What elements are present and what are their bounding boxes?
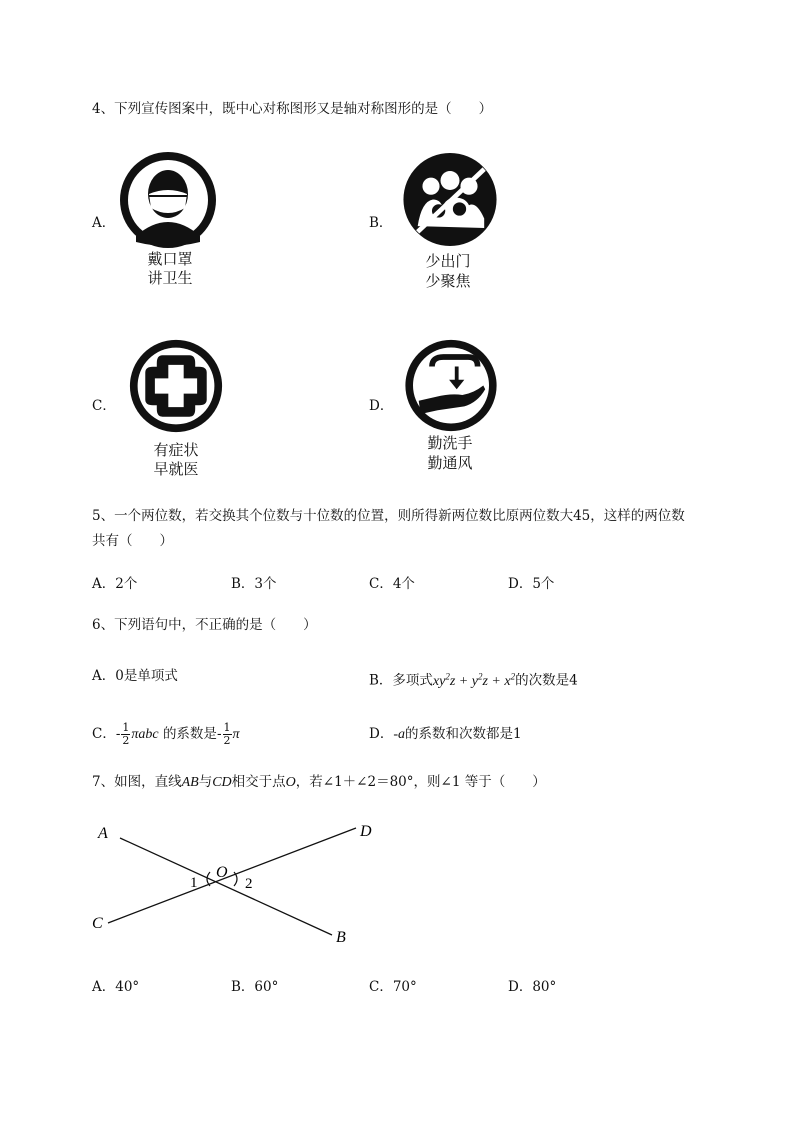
q5-option-c: C．4个 <box>369 576 415 592</box>
q7-line-ab: AB <box>181 775 199 790</box>
line-ab <box>120 838 332 935</box>
q7-stem <box>92 772 546 793</box>
q5-stem-line-1: 5、一个两位数，若交换其个位数与十位数的位置，则所得新两位数比原两位数大45，这样的两位数 <box>92 508 685 524</box>
q6-option-c-term: πabc <box>131 727 159 742</box>
q7-option-b: B．60° <box>231 979 279 995</box>
line-cd <box>108 828 356 923</box>
q4-option-a-caption-2: 讲卫生 <box>147 269 193 287</box>
q4-option-b-caption-1: 少出门 <box>425 252 471 270</box>
fraction-half-2: $\frac{1}{2}$ <box>223 721 231 747</box>
intersecting-lines-figure <box>88 815 388 950</box>
q7-with: 与 <box>198 774 213 790</box>
q6-option-b <box>369 666 578 692</box>
label-angle-2: 2 <box>245 876 253 892</box>
label-a: A <box>98 825 108 842</box>
label-d: D <box>360 823 372 840</box>
q7-option-d: D．80° <box>508 979 557 995</box>
q4-option-d-caption-1: 勤洗手 <box>427 434 473 452</box>
fraction-half: $\frac{1}{2}$ <box>122 721 130 747</box>
q4-option-b-caption-2: 少聚焦 <box>425 272 471 290</box>
q6-option-d-term: -a <box>393 727 405 742</box>
q6-option-b-suffix: 的次数是4 <box>515 672 578 689</box>
q4-option-d-caption-2: 勤通风 <box>427 454 473 472</box>
q6-option-d <box>369 724 522 745</box>
q5-stem-line-2: 共有（ ） <box>92 533 173 549</box>
q4-option-c-caption-2: 早就医 <box>153 460 199 478</box>
hand-washing-icon <box>401 338 501 433</box>
q6-option-a: A．0是单项式 <box>92 668 178 684</box>
q6-option-b-prefix: B．多项式 <box>369 672 433 689</box>
q7-line-cd: CD <box>212 775 232 790</box>
q7-mid: 相交于点 <box>231 774 286 790</box>
label-angle-1: 1 <box>190 875 198 891</box>
q6-option-c-middle: 的系数是 <box>162 726 217 742</box>
q4-option-c-caption-1: 有症状 <box>153 441 199 459</box>
q4-option-c-label: C． <box>92 398 116 414</box>
q7-option-c: C．70° <box>369 979 417 995</box>
q5-option-a: A．2个 <box>92 576 138 592</box>
q7-condition: ，若∠1＋∠2＝80°，则∠1 等于（ ） <box>295 774 546 790</box>
q4-option-a-caption-1: 戴口罩 <box>147 250 193 268</box>
q7-stem-prefix: 7、如图，直线 <box>92 774 182 790</box>
q6-stem: 6、下列语句中，不正确的是（ ） <box>92 617 317 633</box>
q5-option-b: B．3个 <box>231 576 277 592</box>
medical-cross-icon <box>126 338 226 434</box>
q7-point-o: O <box>285 775 296 790</box>
q4-stem: 4、下列宣传图案中，既中心对称图形又是轴对称图形的是（ ） <box>92 101 493 117</box>
q7-option-a: A．40° <box>92 979 140 995</box>
q6-option-c-prefix: C． <box>92 726 116 742</box>
crowd-prohibited-icon <box>400 152 500 247</box>
q6-option-c: C．- $\frac{1}{2}$ πabc 的系数是- $\frac{1}{2}$ π <box>92 721 240 747</box>
q6-option-d-prefix: D． <box>369 726 394 742</box>
q6-option-d-suffix: 的系数和次数都是1 <box>405 726 522 742</box>
q6-option-b-polynomial: $xy^2z + y^2z + x^2$ <box>432 671 516 689</box>
q4-option-d-label: D． <box>369 398 394 414</box>
q4-option-a-label: A． <box>92 215 116 231</box>
label-c: C <box>92 915 103 932</box>
label-o: O <box>216 864 228 881</box>
label-b: B <box>336 929 346 946</box>
q5-option-d: D．5个 <box>508 576 555 592</box>
q4-option-b-label: B． <box>369 215 393 231</box>
mask-face-icon <box>118 150 218 250</box>
